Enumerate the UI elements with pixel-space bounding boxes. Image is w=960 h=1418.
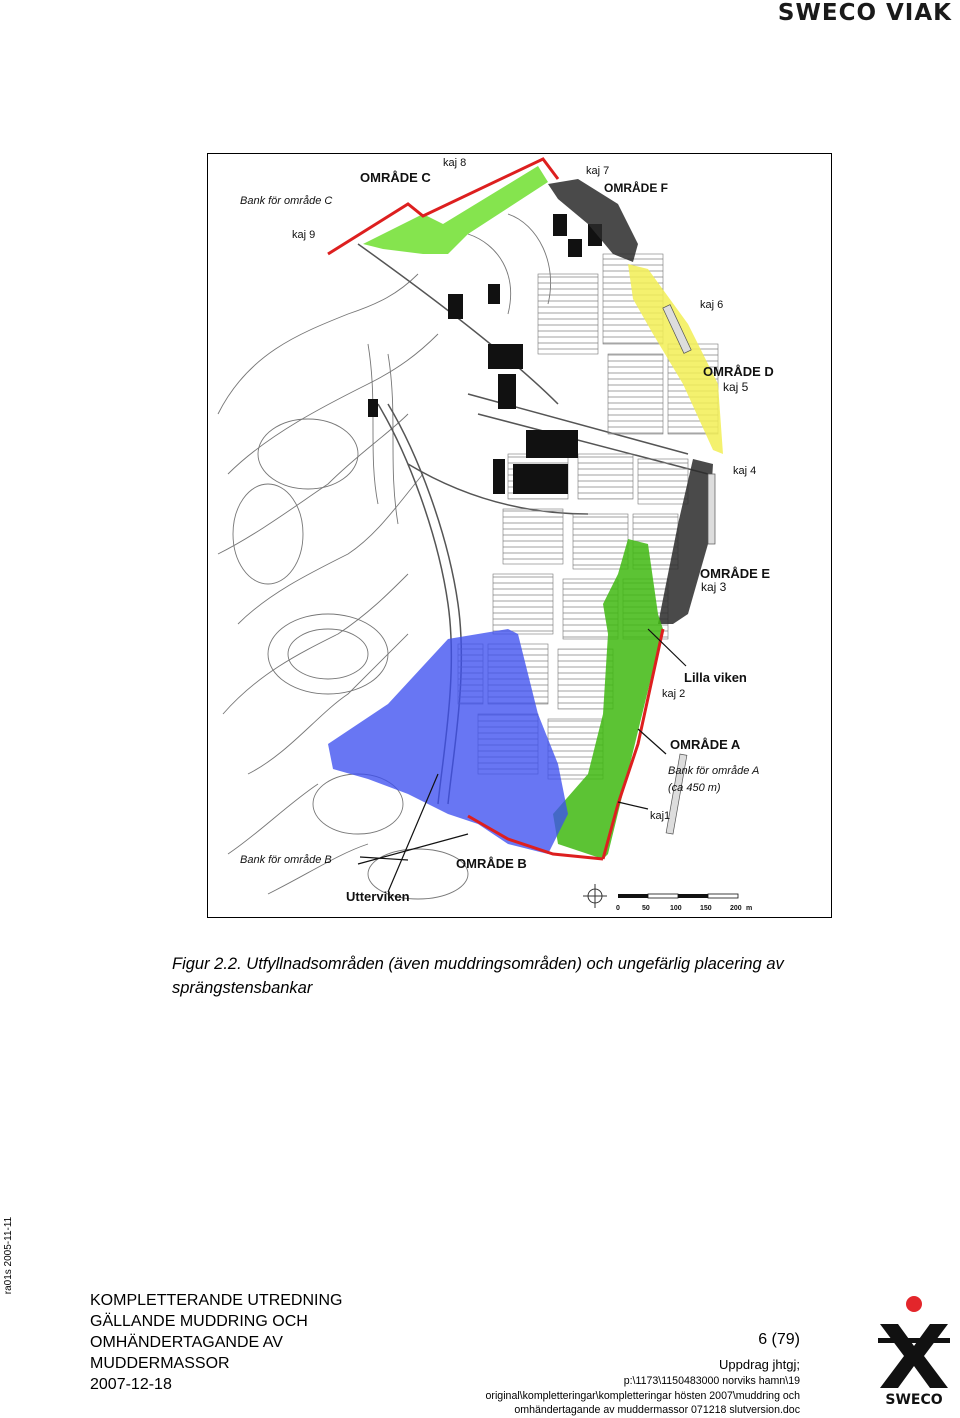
site-map (207, 153, 832, 918)
label-bank-a-length: (ca 450 m) (668, 782, 721, 794)
label-kaj-3: kaj 3 (701, 580, 727, 594)
label-lilla-viken: Lilla viken (684, 670, 747, 685)
footer-path-line-3: omhändertagande av muddermassor 071218 slutversion.doc (514, 1404, 800, 1416)
page-number: 6 (79) (758, 1331, 800, 1348)
label-bank-b: Bank för område B (240, 854, 332, 866)
logo-wordmark: SWECO (885, 1392, 943, 1406)
label-kaj-5: kaj 5 (723, 380, 749, 394)
label-omrade-f: OMRÅDE F (604, 181, 668, 195)
footer-title (90, 1290, 342, 1395)
label-omrade-d: OMRÅDE D (703, 364, 774, 379)
caption-line-1: Figur 2.2. Utfyllnadsområden (även muddringsområden) och ungefärlig placering av (172, 955, 784, 973)
footer-path-line-1: p:\1173\1150483000 norviks hamn\19 (623, 1375, 800, 1387)
label-omrade-a: OMRÅDE A (670, 737, 741, 752)
footer-uppdrag: Uppdrag jhtgj; (719, 1357, 800, 1372)
label-bank-a: Bank för område A (668, 765, 760, 777)
scale-bar (616, 894, 752, 912)
scale-tick-50: 50 (642, 905, 650, 912)
footer-file-info (486, 1356, 800, 1418)
label-kaj-9: kaj 9 (292, 229, 316, 241)
caption-line-2: sprängstensbankar (172, 979, 313, 997)
north-arrow-icon (583, 884, 607, 908)
label-bank-c: Bank för område C (240, 195, 333, 207)
label-omrade-c: OMRÅDE C (360, 170, 431, 185)
footer-path-line-2: original\kompletteringar\kompletteringar hösten 2007\muddring och (485, 1389, 800, 1402)
scale-unit: m (746, 905, 753, 912)
footer-title-line-4: MUDDERMASSOR (90, 1355, 230, 1372)
label-kaj-1: kaj1 (650, 810, 671, 822)
brand-header: SWECO VIAK (777, 0, 952, 26)
footer-title-line-3: OMHÄNDERTAGANDE AV (90, 1334, 283, 1351)
label-utterviken: Utterviken (346, 889, 410, 904)
label-kaj-7: kaj 7 (586, 165, 610, 177)
label-omrade-e: OMRÅDE E (700, 566, 771, 581)
footer-title-line-2: GÄLLANDE MUDDRING OCH (90, 1313, 308, 1330)
label-omrade-b: OMRÅDE B (456, 856, 527, 871)
sweco-logo (876, 1294, 952, 1406)
label-kaj-4: kaj 4 (733, 465, 757, 477)
scale-tick-0: 0 (616, 905, 620, 912)
scale-tick-100: 100 (670, 905, 682, 912)
scale-tick-150: 150 (700, 905, 712, 912)
label-kaj-8: kaj 8 (443, 157, 467, 169)
figure-caption (172, 952, 812, 1000)
document-stamp: ra01s 2005-11-11 (3, 1216, 15, 1295)
label-kaj-6: kaj 6 (700, 299, 724, 311)
scale-tick-200: 200 (730, 905, 742, 912)
label-kaj-2: kaj 2 (662, 688, 686, 700)
footer-date: 2007-12-18 (90, 1376, 172, 1393)
footer-title-line-1: KOMPLETTERANDE UTREDNING (90, 1292, 343, 1309)
